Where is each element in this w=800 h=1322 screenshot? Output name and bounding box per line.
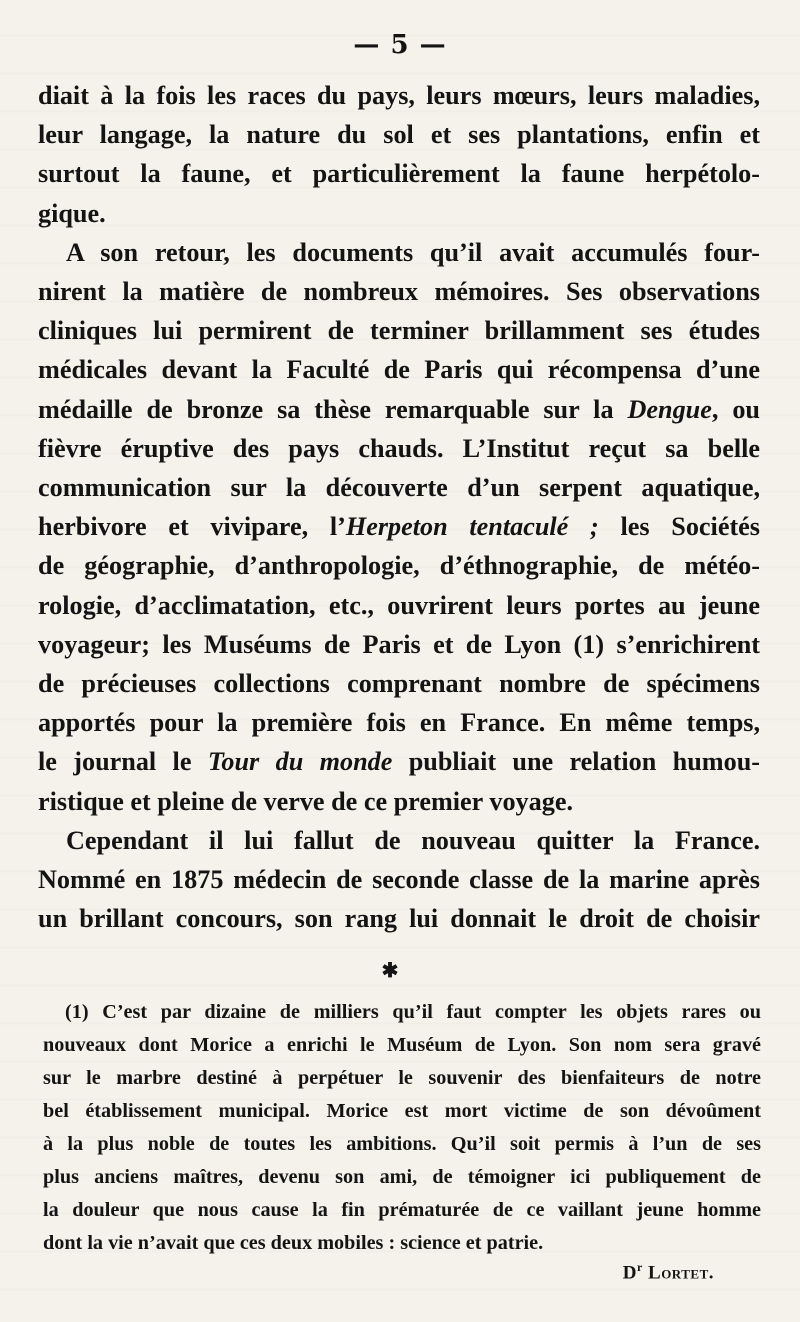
body-line: diait à la fois les races du pays, leurs mœurs, leurs maladies, xyxy=(38,81,760,110)
body-line-text: les Sociétés xyxy=(598,512,760,542)
body-line: Nommé en 1875 médecin de seconde classe de la marine après xyxy=(38,865,760,895)
body-line: ristique et pleine de verve de ce premier voyage. xyxy=(38,786,574,816)
footnote-line: bel établissement municipal. Morice est mort victime de son dévoûment xyxy=(43,1100,761,1122)
body-line: médicales devant la Faculté de Paris qui récompensa d’une xyxy=(38,355,760,385)
italic-tour-du-monde: Tour du monde xyxy=(207,747,393,777)
body-line-tour xyxy=(38,742,760,781)
footnote-line: dont la vie n’avait que ces deux mobiles : science et patrie. xyxy=(43,1232,544,1254)
footnote xyxy=(43,996,761,1260)
body-line: cliniques lui permirent de terminer brillamment ses études xyxy=(38,316,760,346)
page-number: — 5 — xyxy=(353,30,447,60)
body-line: nirent la matière de nombreux mémoires. Ses observations xyxy=(38,277,760,307)
body-line-dengue xyxy=(38,390,760,429)
paragraph-start-line: Cependant il lui fallut de nouveau quitter la France. xyxy=(66,825,760,855)
body-line-text: , ou xyxy=(711,394,760,424)
body-line: communication sur la découverte d’un serpent aquatique, xyxy=(38,473,760,503)
body-line: fièvre éruptive des pays chauds. L’Institut reçut sa belle xyxy=(38,433,760,463)
body-line: un brillant concours, son rang lui donnait le droit de choisir xyxy=(38,904,760,934)
body-line-text: publiait une relation humou- xyxy=(392,747,761,777)
signature-prefix: D xyxy=(622,1262,637,1284)
body-text xyxy=(38,76,760,938)
body-line: gique. xyxy=(38,198,106,228)
footnote-line: la douleur que nous cause la fin prématurée de ce vaillant jeune homme xyxy=(43,1199,761,1221)
body-line: de géographie, d’anthropologie, d’éthnographie, de météo- xyxy=(38,551,760,581)
body-line-text: le journal le xyxy=(38,747,208,777)
italic-dengue: Dengue xyxy=(627,394,712,424)
signature-name: Lortet. xyxy=(648,1262,714,1284)
body-line-text: herbivore et vivipare, l’ xyxy=(38,512,346,542)
body-line: surtout la faune, et particulièrement la faune herpétolo- xyxy=(38,159,760,189)
paragraph-start-line: A son retour, les documents qu’il avait accumulés four- xyxy=(66,237,760,267)
section-separator-ornament: ✱ xyxy=(381,958,399,982)
footnote-signature xyxy=(623,1260,714,1284)
italic-herpeton: Herpeton tentaculé ; xyxy=(345,512,599,542)
signature-superscript: r xyxy=(636,1260,643,1274)
body-line-herpeton xyxy=(38,507,760,546)
body-line: leur langage, la nature du sol et ses plantations, enfin et xyxy=(38,120,760,150)
footnote-line: nouveaux dont Morice a enrichi le Muséum de Lyon. Son nom sera gravé xyxy=(43,1034,761,1056)
footnote-line: à la plus noble de toutes les ambitions. Qu’il soit permis à l’un de ses xyxy=(43,1133,761,1155)
body-line: apportés pour la première fois en France. En même temps, xyxy=(38,708,760,738)
body-line: rologie, d’acclimatation, etc., ouvrirent leurs portes au jeune xyxy=(38,590,760,620)
footnote-line: sur le marbre destiné à perpétuer le souvenir des bienfaiteurs de notre xyxy=(43,1067,761,1089)
body-line-text: médaille de bronze sa thèse remarquable sur la xyxy=(38,394,628,424)
body-line: voyageur; les Muséums de Paris et de Lyon (1) s’enrichirent xyxy=(38,629,760,659)
footnote-line: (1) C’est par dizaine de milliers qu’il faut compter les objets rares ou xyxy=(65,1001,761,1023)
body-line: de précieuses collections comprenant nombre de spécimens xyxy=(38,669,760,699)
footnote-line: plus anciens maîtres, devenu son ami, de témoigner ici publiquement de xyxy=(43,1166,761,1188)
